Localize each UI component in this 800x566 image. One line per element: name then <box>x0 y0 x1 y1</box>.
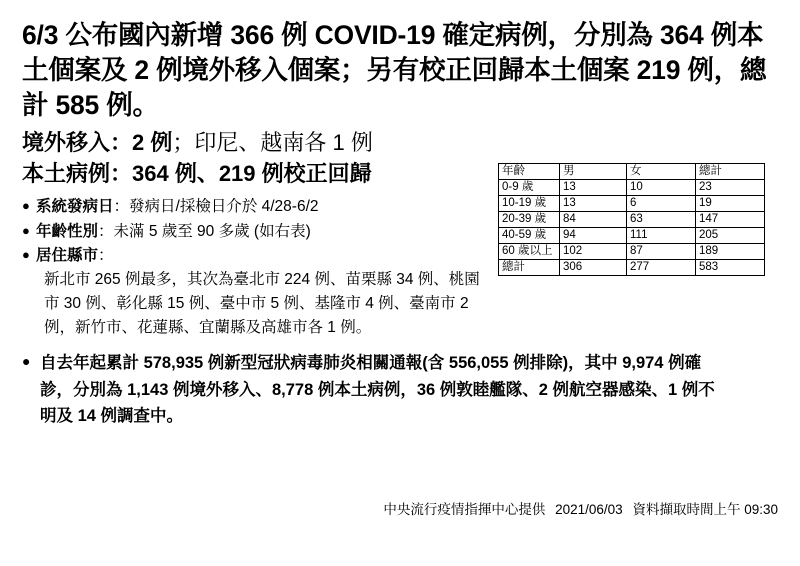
age-gender-label: 年齡性別 <box>36 222 99 240</box>
imported-cases-label: 境外移入：2 例 <box>22 129 173 155</box>
bullet-dot-icon: ● <box>22 246 30 262</box>
cell-male: 13 <box>560 180 627 196</box>
footer-source: 中央流行疫情指揮中心提供 <box>383 502 546 517</box>
cell-male: 306 <box>560 260 627 276</box>
cell-female: 277 <box>627 260 696 276</box>
table-header-row <box>499 164 765 180</box>
onset-date-text <box>36 195 492 218</box>
cell-female: 63 <box>627 212 696 228</box>
cell-female: 6 <box>627 196 696 212</box>
page-title: 6/3 公布國內新增 366 例 COVID-19 確定病例，分別為 364 例本土個案及 2 例境外移入個案；另有校正回歸本土個案 219 例，總計 585 例。 <box>22 20 767 120</box>
cell-total: 147 <box>696 212 765 228</box>
table-row <box>499 212 765 228</box>
cumulative-summary-text: 自去年起累計 578,935 例新型冠狀病毒肺炎相關通報(含 556,055 例排除)，其中 9,974 例確診，分別為 1,143 例境外移入、8,778 例本土病例，36 例敦睦艦隊、2 例航空器感染、1 例不明及 14 例調查中。 <box>40 354 715 425</box>
onset-date-label: 系統發病日 <box>36 198 114 216</box>
table-row <box>499 196 765 212</box>
bullet-dot-icon: ● <box>22 222 30 238</box>
residence-text <box>36 244 492 267</box>
cell-total: 583 <box>696 260 765 276</box>
cell-age: 60 歲以上 <box>499 244 560 260</box>
footer-date: 2021/06/03 <box>555 502 623 517</box>
imported-cases-detail: ；印尼、越南各 1 例 <box>172 129 373 155</box>
cell-age: 0-9 歲 <box>499 180 560 196</box>
cell-age: 20-39 歲 <box>499 212 560 228</box>
table-row <box>499 228 765 244</box>
cell-male: 102 <box>560 244 627 260</box>
list-item <box>22 220 492 243</box>
imported-cases-line <box>22 127 778 158</box>
cell-total: 189 <box>696 244 765 260</box>
list-item <box>22 244 492 267</box>
table-header-male: 男 <box>560 164 627 180</box>
table-row <box>499 260 765 276</box>
table-row <box>499 180 765 196</box>
cell-total: 19 <box>696 196 765 212</box>
cell-male: 84 <box>560 212 627 228</box>
residence-label: 居住縣市 <box>36 246 99 264</box>
residence-colon: ： <box>98 246 114 264</box>
bullet-dot-icon: ● <box>22 353 31 370</box>
footer <box>0 498 778 518</box>
cell-age: 10-19 歲 <box>499 196 560 212</box>
table-header-age: 年齡 <box>499 164 560 180</box>
cell-age: 40-59 歲 <box>499 228 560 244</box>
list-item <box>22 195 492 218</box>
cell-male: 13 <box>560 196 627 212</box>
cell-total: 23 <box>696 180 765 196</box>
table-header-total: 總計 <box>696 164 765 180</box>
cell-male: 94 <box>560 228 627 244</box>
onset-date-value: ：發病日/採檢日介於 4/28-6/2 <box>113 198 319 216</box>
cell-female: 111 <box>627 228 696 244</box>
age-distribution-table <box>498 163 765 276</box>
bullet-list <box>22 195 492 340</box>
residence-detail: 新北市 265 例最多，其次為臺北市 224 例、苗栗縣 34 例、桃園市 30 例、彰化縣 15 例、臺中市 5 例、基隆市 4 例、臺南市 2 例，新竹市、花蓮縣、宜蘭縣及高雄市各 1 例。 <box>44 271 480 337</box>
cell-female: 10 <box>627 180 696 196</box>
table-header-female: 女 <box>627 164 696 180</box>
age-gender-text <box>36 220 492 243</box>
cumulative-summary <box>22 350 722 429</box>
cell-total: 205 <box>696 228 765 244</box>
cell-age: 總計 <box>499 260 560 276</box>
cell-female: 87 <box>627 244 696 260</box>
footer-time: 資料擷取時間上午 09:30 <box>632 502 778 517</box>
local-cases-label: 本土病例：364 例、219 例校正回歸 <box>22 161 372 187</box>
table-row <box>499 244 765 260</box>
bullet-dot-icon: ● <box>22 198 30 214</box>
age-gender-value: ：未滿 5 歲至 90 多歲 (如右表) <box>98 222 311 240</box>
